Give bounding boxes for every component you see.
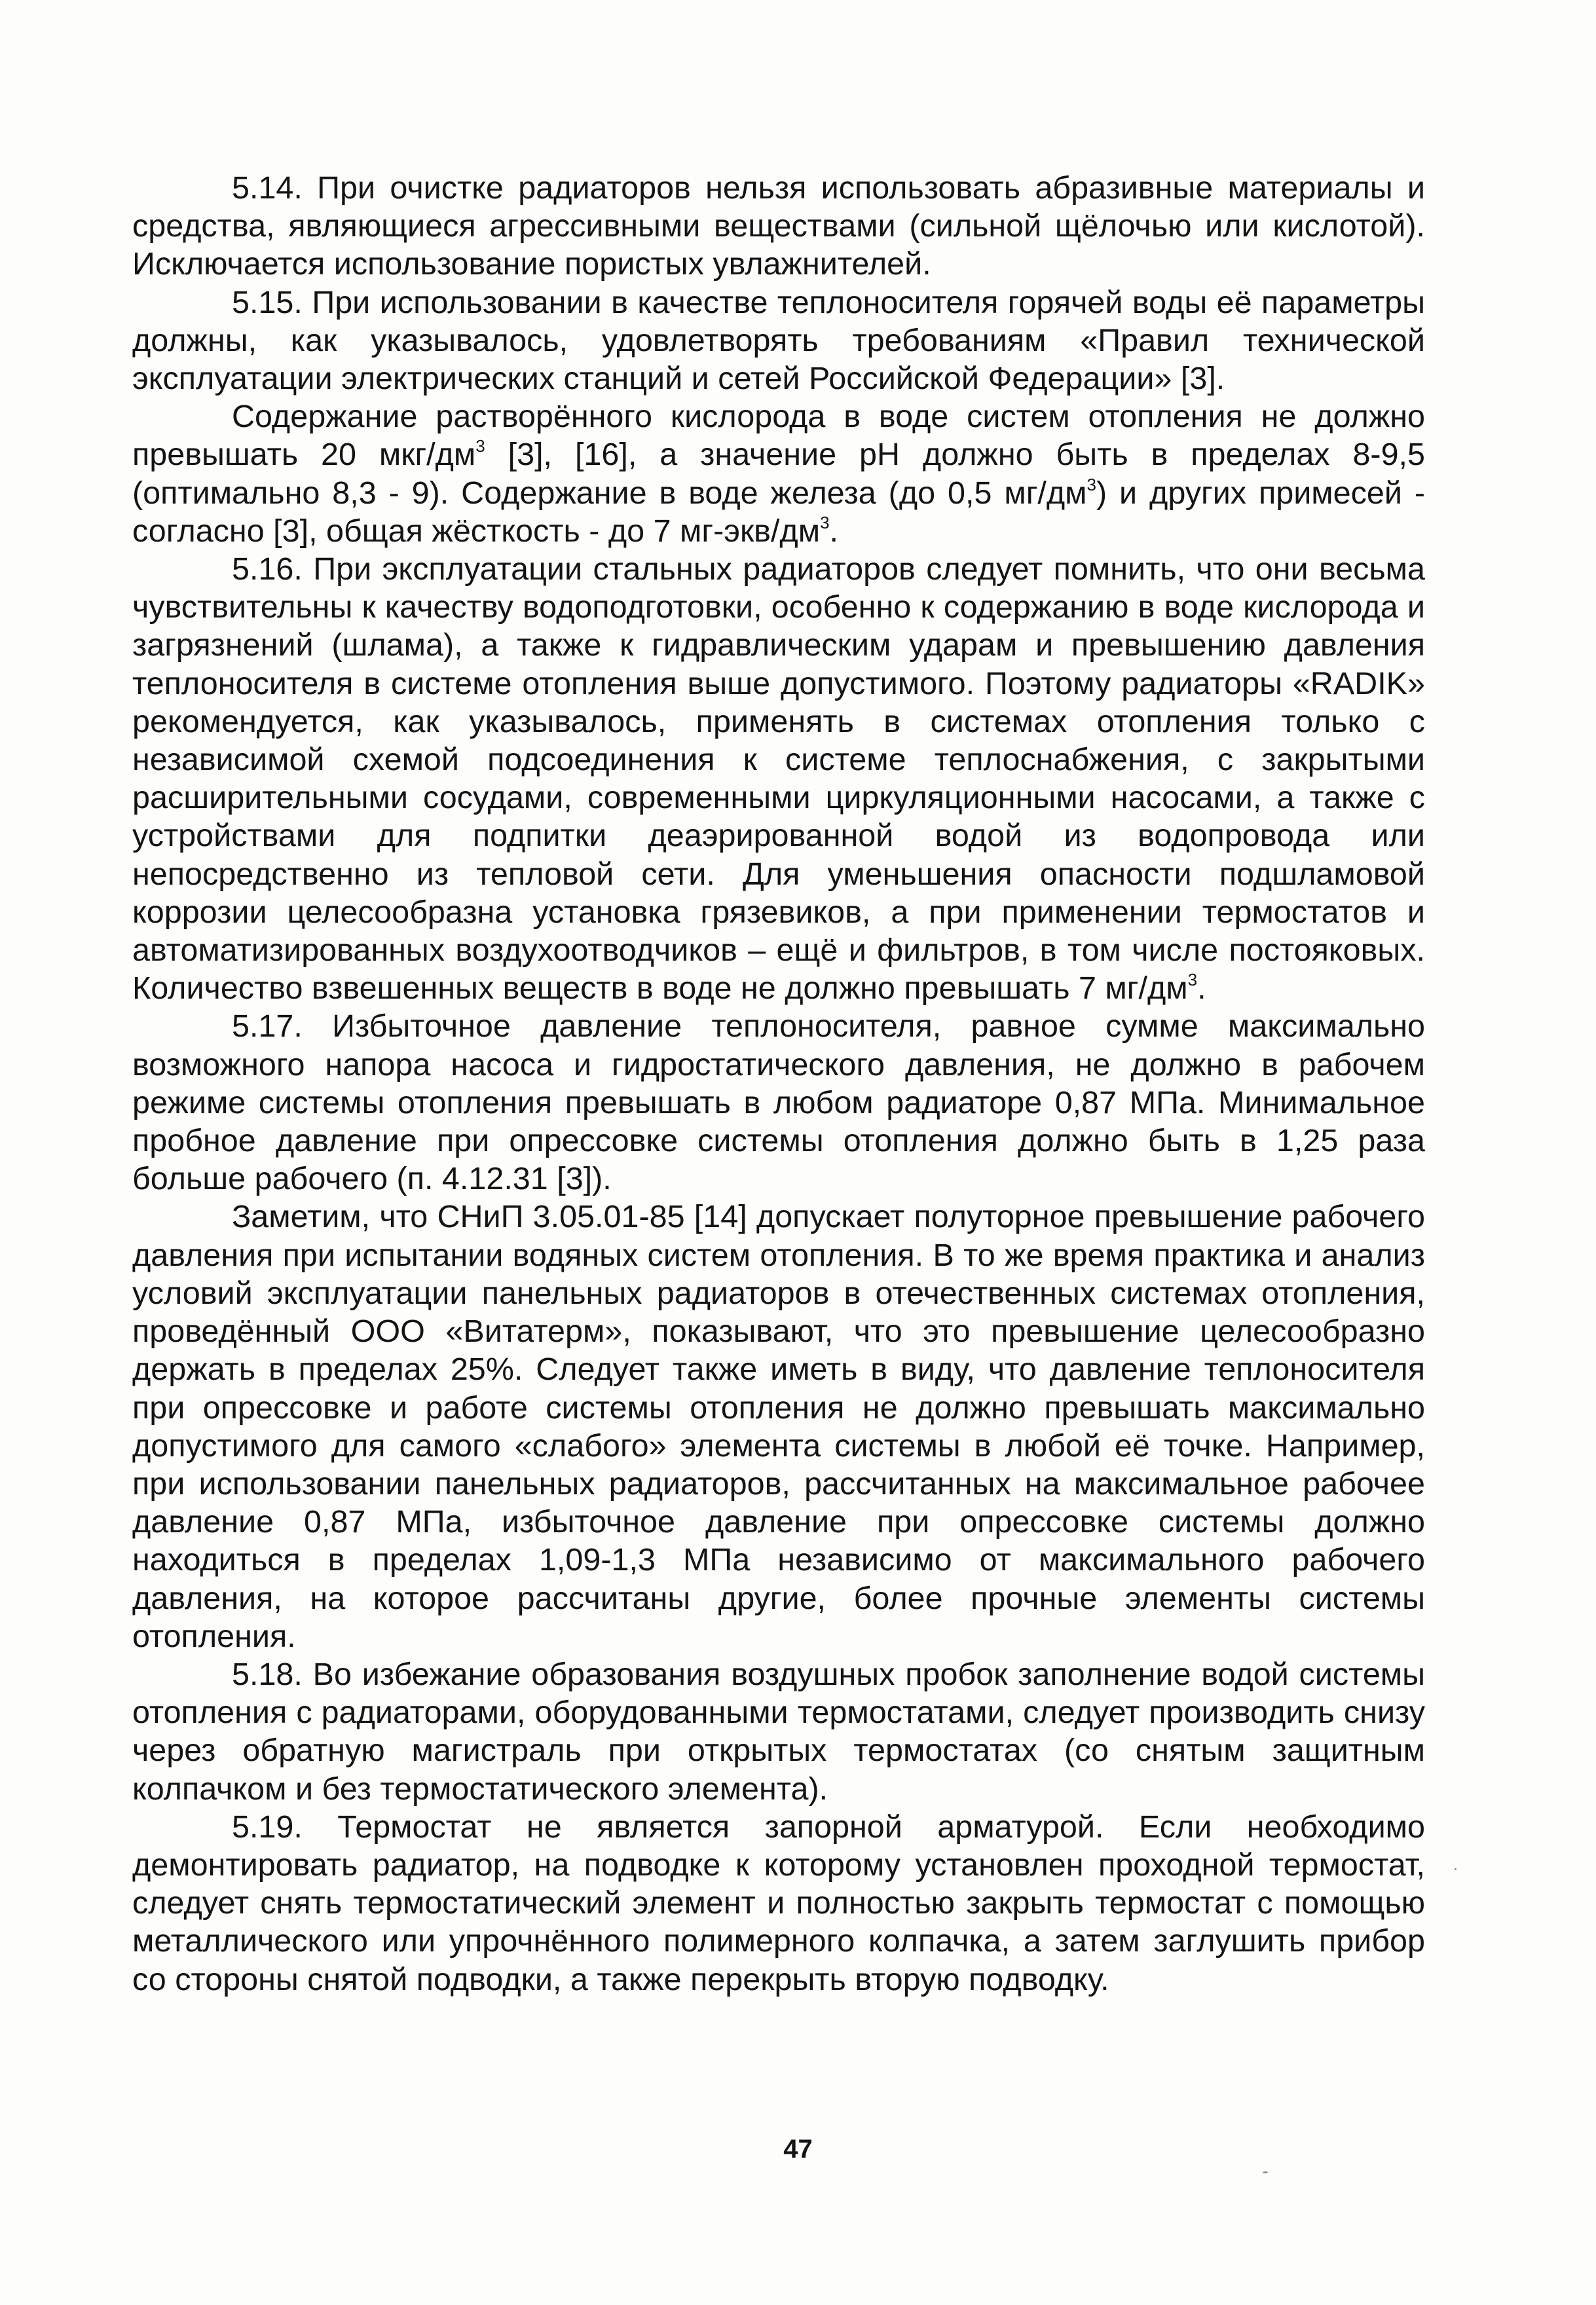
paragraph-5-14: 5.14. При очистке радиаторов нельзя использовать абразивные материалы и средства, являющиеся агрессивными веществами (сильной щёлочью или кислотой). Исключается использование пористых увлажнителей. (132, 170, 1425, 282)
paragraph-5-18: 5.18. Во избежание образования воздушных пробок заполнение водой системы отопления с радиаторами, оборудованными термостатами, следует производить снизу через обратную магистраль при открытых термостатах (со снятым защитным колпачком и без термостатического элемента). (132, 1656, 1425, 1807)
oxygen-text-1: Содержание растворённого кислорода в воде систем отопления не должно превышать 20 мкг/дм (132, 399, 1425, 473)
paragraph-5-17: 5.17. Избыточное давление теплоносителя, равное сумме максимально возможного напора насоса и гидростатического давления, не должно в рабочем режиме системы отопления превышать в любом радиаторе 0,87 МПа. Минимальное пробное давление при опрессовке системы отопления должно быть в 1,25 раза больше рабочего (п. 4.12.31 [3]). (132, 1008, 1425, 1197)
paragraph-5-19: 5.19. Термостат не является запорной арматурой. Если необходимо демонтировать радиатор, на подводке к которому установлен проходной термостат, следует снять термостатический элемент и полностью закрыть термостат с помощью металлического или упрочнённого полимерного колпачка, а затем заглушить прибор со стороны снятой подводки, а также перекрыть вторую подводку. (132, 1809, 1425, 1997)
p516-text-2: . (1197, 970, 1206, 1006)
paragraph-snip-note: Заметим, что СНиП 3.05.01-85 [14] допускает полуторное превышение рабочего давления при испытании водяных систем отопления. В то же время практика и анализ условий эксплуатации панельных радиаторов в отечественных системах отопления, проведённый ООО «Витатерм», показывают, что это превышение целесообразно держать в пределах 25%. Следует также иметь в виду, что давление теплоносителя при опрессовке и работе системы отопления не должно превышать максимально допустимого для самого «слабого» элемента системы в любой её точке. Например, при использовании панельных радиаторов, рассчитанных на максимальное рабочее давление 0,87 МПа, избыточное давление при опрессовке системы должно находиться в пределах 1,09-1,3 МПа независимо от максимального рабочего давления, на которое рассчитаны другие, более прочные элементы системы отопления. (132, 1199, 1425, 1654)
oxygen-sup-3: 3 (820, 512, 830, 532)
paragraph-5-16 (132, 550, 1425, 1007)
p516-text-1: 5.16. При эксплуатации стальных радиаторов следует помнить, что они весьма чувствительны к качеству водоподготовки, особенно к содержанию в воде кислорода и загрязнений (шлама), а также к гидравлическим ударам и превышению давления теплоносителя в системе отопления выше допустимого. Поэтому радиаторы «RADIK» рекомендуется, как указывалось, применять в системах отопления только с независимой схемой подсоединения к системе теплоснабжения, с закрытыми расширительными сосудами, современными циркуляционными насосами, а также с устройствами для подпитки деаэрированной водой из водопровода или непосредственно из тепловой сети. Для уменьшения опасности подшламовой коррозии целесообразна установка грязевиков, а при применении термостатов и автоматизированных воздухоотводчиков – ещё и фильтров, в том числе постояковых. Количество взвешенных веществ в воде не должно превышать 7 мг/дм (132, 551, 1425, 1006)
scan-speck (1455, 1868, 1457, 1870)
page-number: 47 (783, 2135, 813, 2164)
oxygen-text-4: . (829, 513, 839, 549)
paragraph-dissolved-oxygen (132, 397, 1425, 550)
paragraph-5-15: 5.15. При использовании в качестве теплоносителя горячей воды её параметры должны, как указывалось, удовлетворять требованиям «Правил технической эксплуатации электрических станций и сетей Российской Федерации» [3]. (132, 284, 1425, 397)
body-text (132, 169, 1425, 1999)
oxygen-sup-1: 3 (475, 436, 485, 456)
oxygen-text-3: ) и других примесей - согласно [3], общая жёсткость - до 7 мг-экв/дм (132, 475, 1425, 549)
oxygen-sup-2: 3 (1086, 474, 1096, 494)
p516-sup-1: 3 (1187, 970, 1198, 990)
oxygen-text-2: [3], [16], а значение pH должно быть в пределах 8-9,5 (оптимально 8,3 - 9). Содержание в воде железа (до 0,5 мг/дм (132, 437, 1425, 511)
scan-speck (1263, 2171, 1268, 2173)
